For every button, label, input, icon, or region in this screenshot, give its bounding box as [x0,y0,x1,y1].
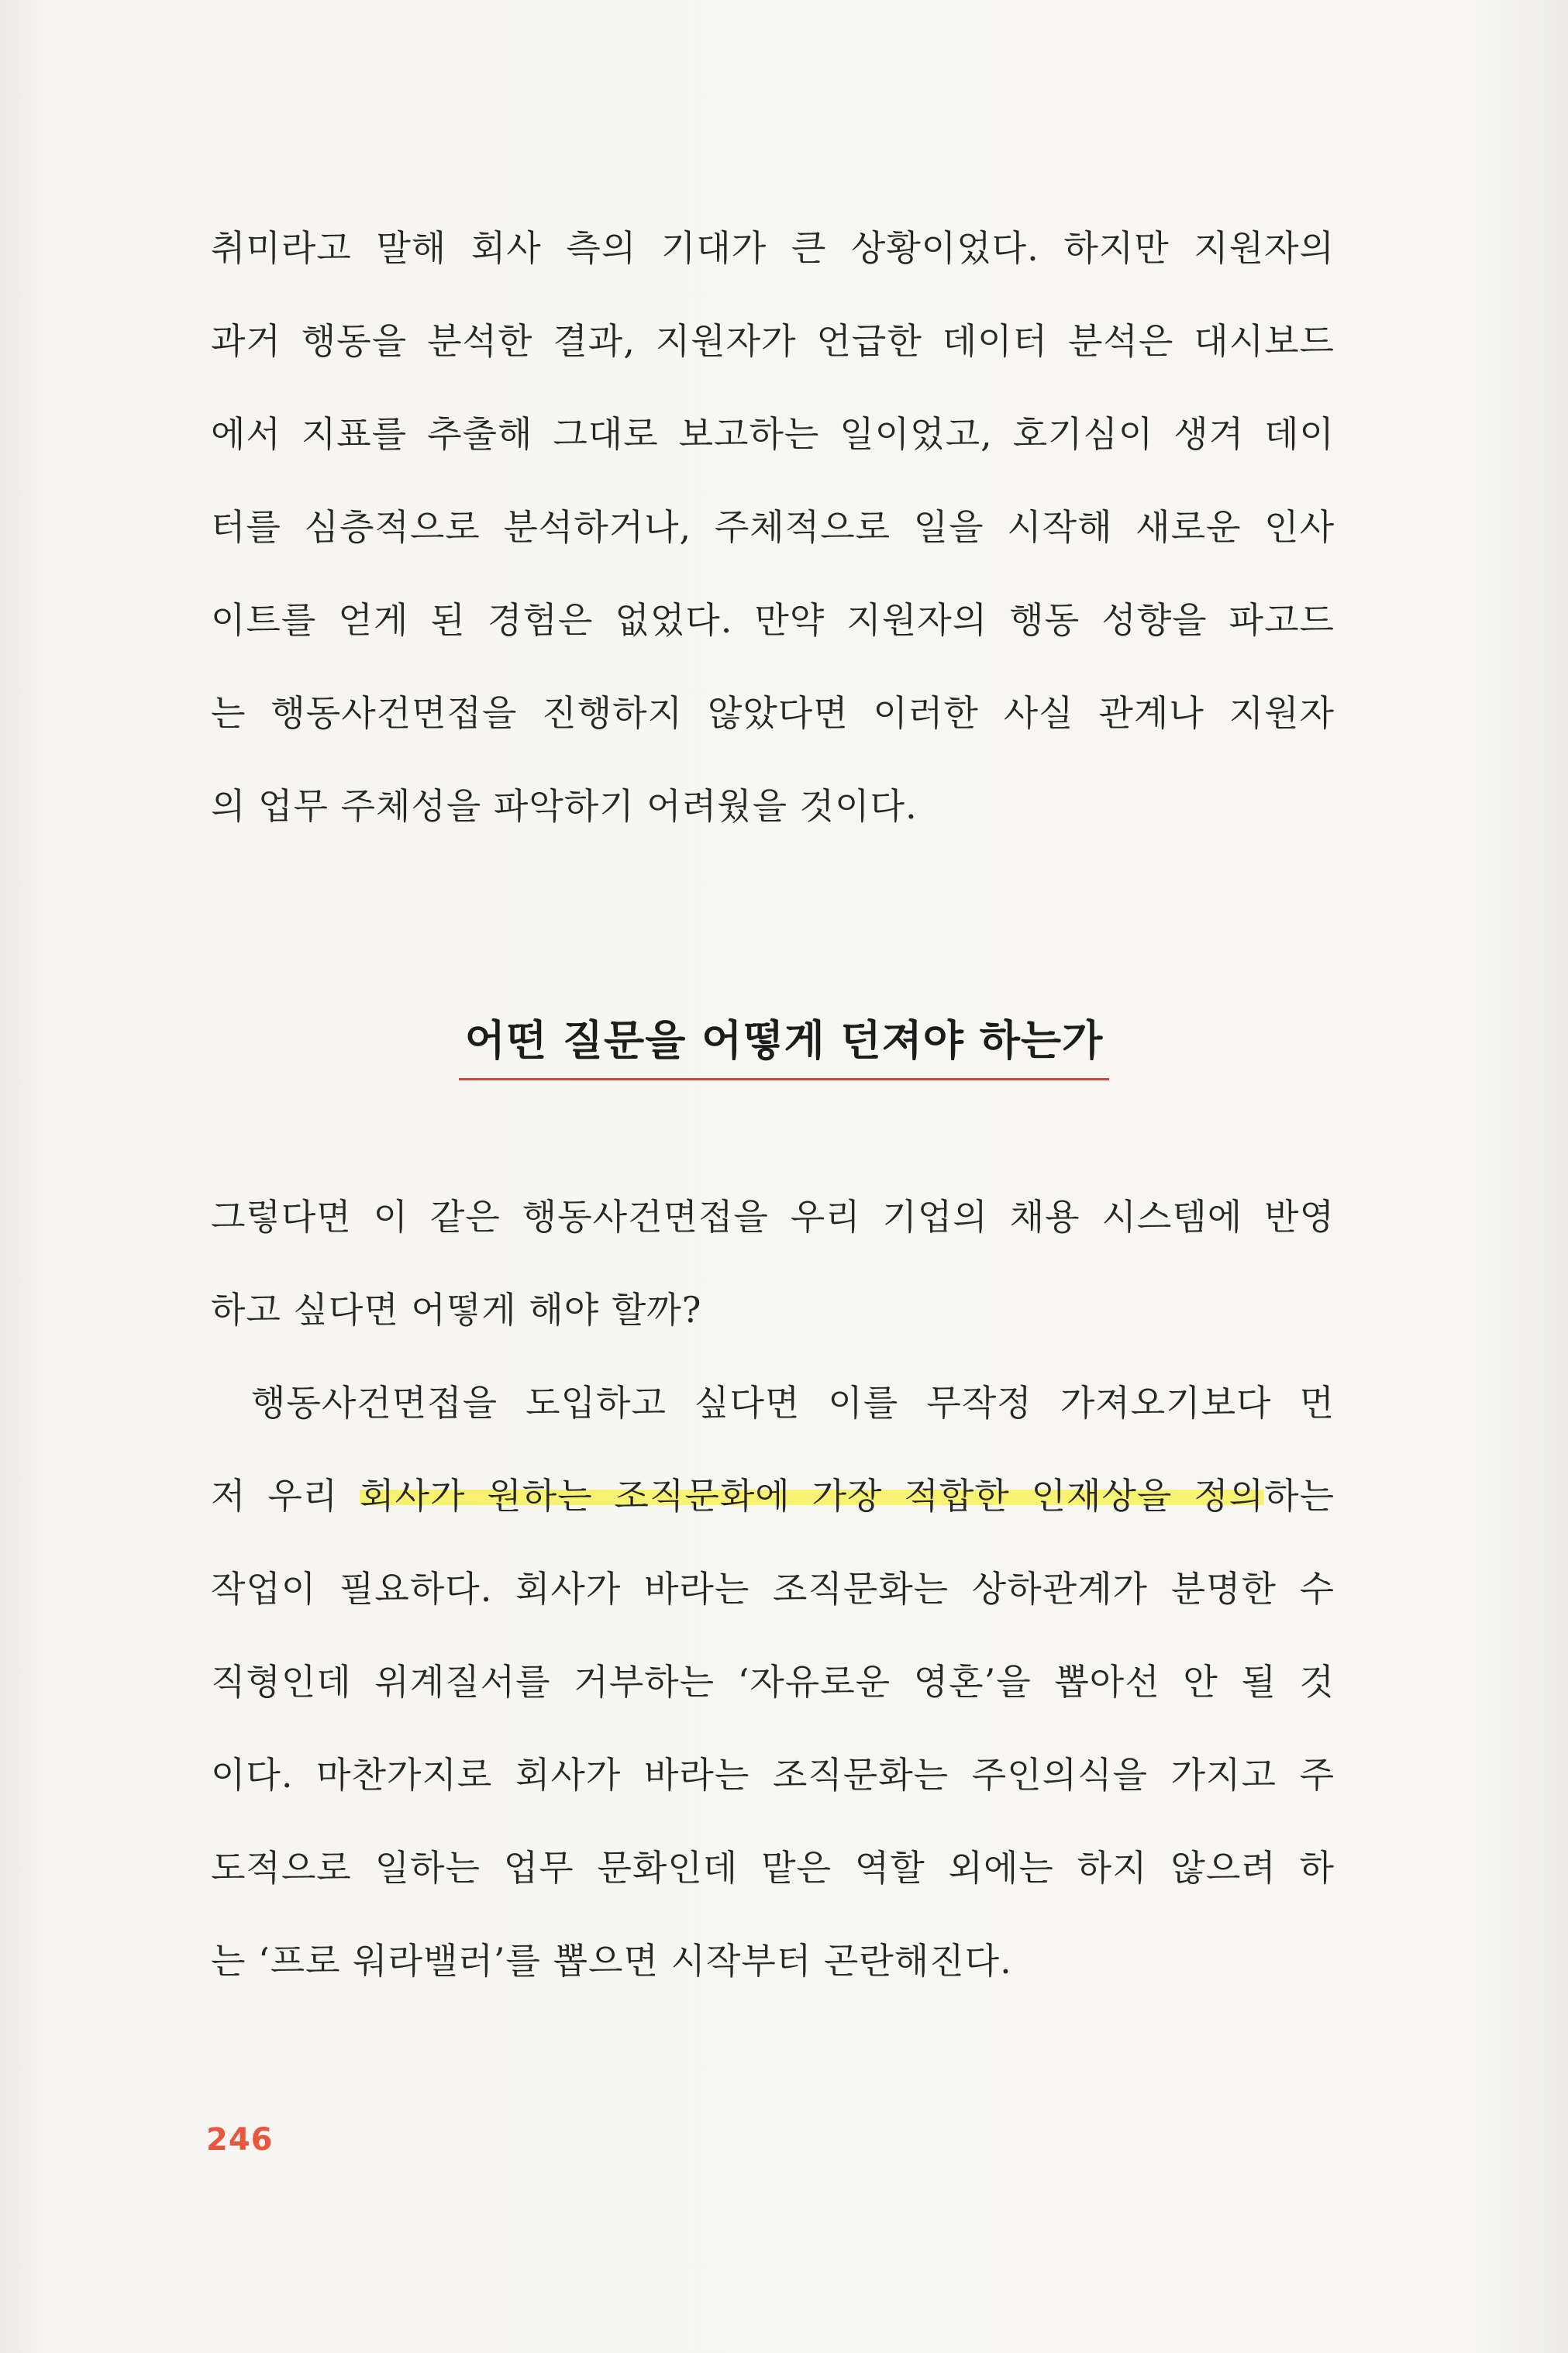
text-line: 는 행동사건면접을 진행하지 않았다면 이러한 사실 관계나 지원자 [211,692,1335,734]
text-line: 이다. 마찬가지로 회사가 바라는 조직문화는 주인의식을 가지고 주 [211,1754,1335,1796]
text-line: 그렇다면 이 같은 행동사건면접을 우리 기업의 채용 시스템에 반영 [211,1196,1335,1238]
section-heading: 어떤 질문을 어떻게 던져야 하는가 [459,1008,1110,1080]
text-line: 의 업무 주체성을 파악하기 어려웠을 것이다. [211,785,918,827]
text-line: 에서 지표를 추출해 그대로 보고하는 일이었고, 호기심이 생겨 데이 [211,413,1335,455]
text-line: 하고 싶다면 어떻게 해야 할까? [211,1289,702,1331]
text-line: 취미라고 말해 회사 측의 기대가 큰 상황이었다. 하지만 지원자의 [211,227,1335,269]
text-line: 과거 행동을 분석한 결과, 지원자가 언급한 데이터 분석은 대시보드 [211,320,1335,362]
paragraph-1 [211,202,1335,853]
text-line: 도적으로 일하는 업무 문화인데 맡은 역할 외에는 하지 않으려 하 [211,1847,1335,1889]
text-line: 행동사건면접을 도입하고 싶다면 이를 무작정 가져오기보다 먼 [251,1382,1335,1424]
text-line: 터를 심층적으로 분석하거나, 주체적으로 일을 시작해 새로운 인사 [211,506,1335,548]
highlighted-text: 회사가 원하는 조직문화에 가장 적합한 인재상을 정의 [360,1475,1265,1517]
text-line: 직형인데 위계질서를 거부하는 ‘자유로운 영혼’을 뽑아선 안 될 것 [211,1661,1335,1703]
text-line: 는 ‘프로 워라밸러’를 뽑으면 시작부터 곤란해진다. [211,1940,1012,1982]
paragraph-3 [211,1356,1335,2007]
text-line-highlighted [211,1449,1335,1542]
page-number: 246 [206,2122,274,2158]
text-segment: 하는 [1264,1475,1335,1517]
text-segment: 저 우리 [211,1475,360,1517]
text-line: 작업이 필요하다. 회사가 바라는 조직문화는 상하관계가 분명한 수 [211,1568,1335,1610]
section-heading-wrap [0,1008,1568,1080]
text-line: 이트를 얻게 된 경험은 없었다. 만약 지원자의 행동 성향을 파고드 [211,599,1335,641]
paragraph-2 [211,1170,1335,1356]
